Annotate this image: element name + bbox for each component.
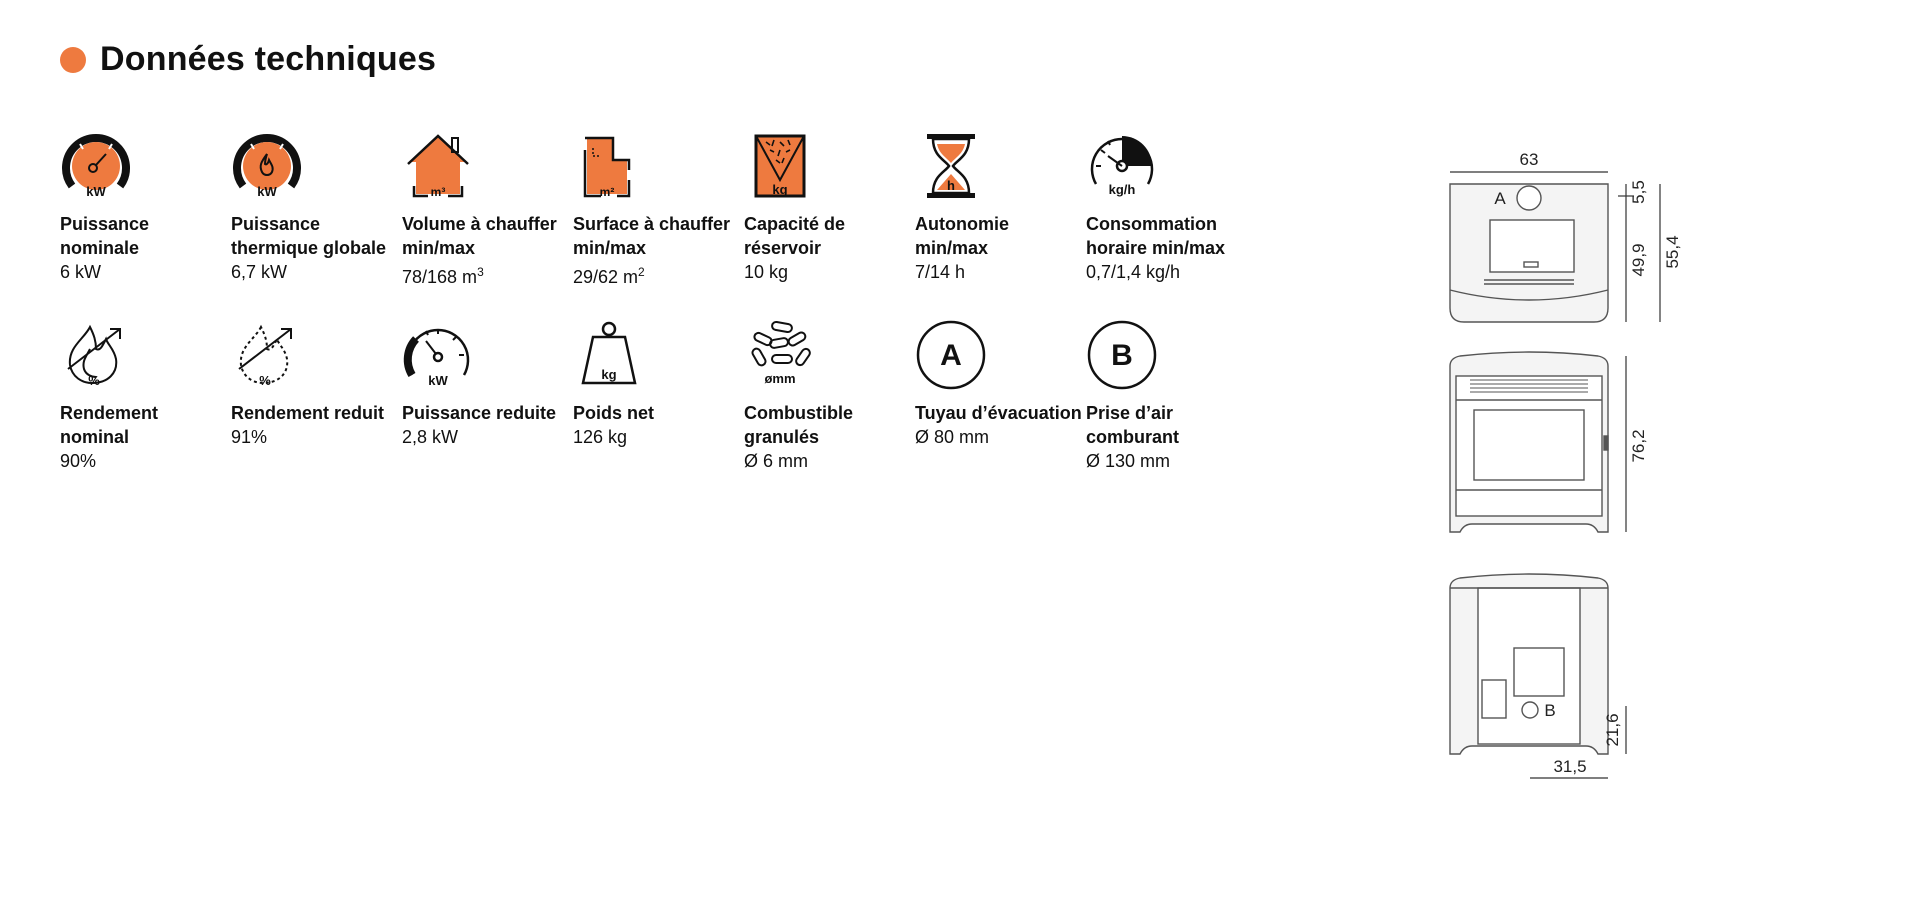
air-intake-b-icon [1086,319,1158,391]
specs-grid [60,130,1260,473]
spec-label: Volume à chauffer min/max [402,214,557,258]
spec-value: Ø 6 mm [744,451,809,471]
spec-label: Tuyau d’évacuation [915,403,1082,423]
specs-row-1 [60,130,1260,289]
weight-icon [573,319,645,391]
dim-width-top: 63 [1519,150,1539,169]
spec-label: Combustible granulés [744,403,854,447]
svg-text:m²: m² [599,185,615,199]
spec-pellet-fuel [744,319,915,473]
reduced-power-gauge-icon [402,319,474,391]
dim-top-49-9: 49,9 [1629,243,1648,277]
stove-back-view [1450,574,1608,754]
spec-value: 0,7/1,4 kg/h [1086,262,1181,282]
spec-value: 78/168 $m^3$ [402,265,484,287]
spec-value: 2,8 kW [402,427,459,447]
spec-value: 10 kg [744,262,789,282]
svg-text:kW: kW [86,184,106,199]
spec-net-weight [573,319,744,473]
svg-text:%: % [259,373,271,388]
spec-heating-surface [573,130,744,289]
orange-bullet-icon [60,47,86,73]
power-gauge-kw-icon [60,130,132,202]
spec-label: Poids net [573,403,655,423]
spec-value: 29/62 $m^2$ [573,265,645,287]
stove-top-view [1450,184,1608,322]
spec-label: Prise d’air comburant [1086,403,1180,447]
stove-dimension-drawings [1430,140,1690,820]
dim-top-5-5: 5,5 [1629,180,1648,204]
pellets-icon [744,319,816,391]
hourglass-icon [915,130,987,202]
reduced-efficiency-flame-icon [231,319,303,391]
spec-autonomy [915,130,1086,289]
house-volume-icon [402,130,474,202]
svg-text:ømm: ømm [764,371,796,386]
section-header [60,40,436,79]
spec-value: 7/14 h [915,262,966,282]
spec-value: Ø 130 mm [1086,451,1171,471]
stove-front-view [1450,352,1608,532]
spec-heating-volume [402,130,573,289]
spec-label: Capacité de réservoir [744,214,846,258]
marker-b: B [1544,701,1556,720]
spec-tank-capacity [744,130,915,289]
spec-label: Puissance nominale [60,214,150,258]
svg-text:kg: kg [601,367,617,382]
pellet-tank-icon [744,130,816,202]
efficiency-flame-icon [60,319,132,391]
flue-a-icon [915,319,987,391]
spec-value: 126 kg [573,427,628,447]
spec-label: Rendement reduit [231,403,385,423]
spec-reduced-efficiency [231,319,402,473]
spec-label: Rendement nominal [60,403,159,447]
svg-text:%: % [88,373,100,388]
specs-row-2 [60,319,1260,473]
spec-label: Puissance reduite [402,403,557,423]
svg-text:B: B [1111,339,1133,372]
spec-label: Surface à chauffer min/max [573,214,731,258]
svg-text:kg/h: kg/h [1108,182,1136,197]
svg-text:h: h [947,178,955,193]
page-title: Données techniques [100,40,437,78]
dim-top-55-4: 55,4 [1663,235,1682,269]
spec-value: 90% [60,451,97,471]
spec-global-thermal-power [231,130,402,289]
svg-text:kW: kW [428,373,448,388]
flame-gauge-kw-icon [231,130,303,202]
spec-value: 6 kW [60,262,102,282]
floor-surface-icon [573,130,645,202]
marker-a: A [1494,189,1506,208]
spec-air-intake [1086,319,1257,473]
spec-flue-pipe [915,319,1086,473]
svg-text:kg: kg [772,182,788,197]
spec-label: Autonomie min/max [915,214,1009,258]
spec-label: Consommation horaire min/max [1086,214,1226,258]
spec-nominal-efficiency [60,319,231,473]
spec-value: 91% [231,427,268,447]
spec-hourly-consumption [1086,130,1257,289]
spec-value: 6,7 kW [231,262,288,282]
spec-value: Ø 80 mm [915,427,990,447]
consumption-gauge-icon [1086,130,1158,202]
svg-text:kW: kW [257,184,277,199]
dim-back-21-6: 21,6 [1603,713,1622,747]
spec-reduced-power [402,319,573,473]
dim-back-31-5: 31,5 [1553,757,1587,776]
svg-text:m³: m³ [430,185,446,199]
dim-front-height: 76,2 [1629,429,1648,463]
spec-nominal-power [60,130,231,289]
spec-label: Puissance thermique globale [231,214,387,258]
svg-text:A: A [940,339,962,372]
